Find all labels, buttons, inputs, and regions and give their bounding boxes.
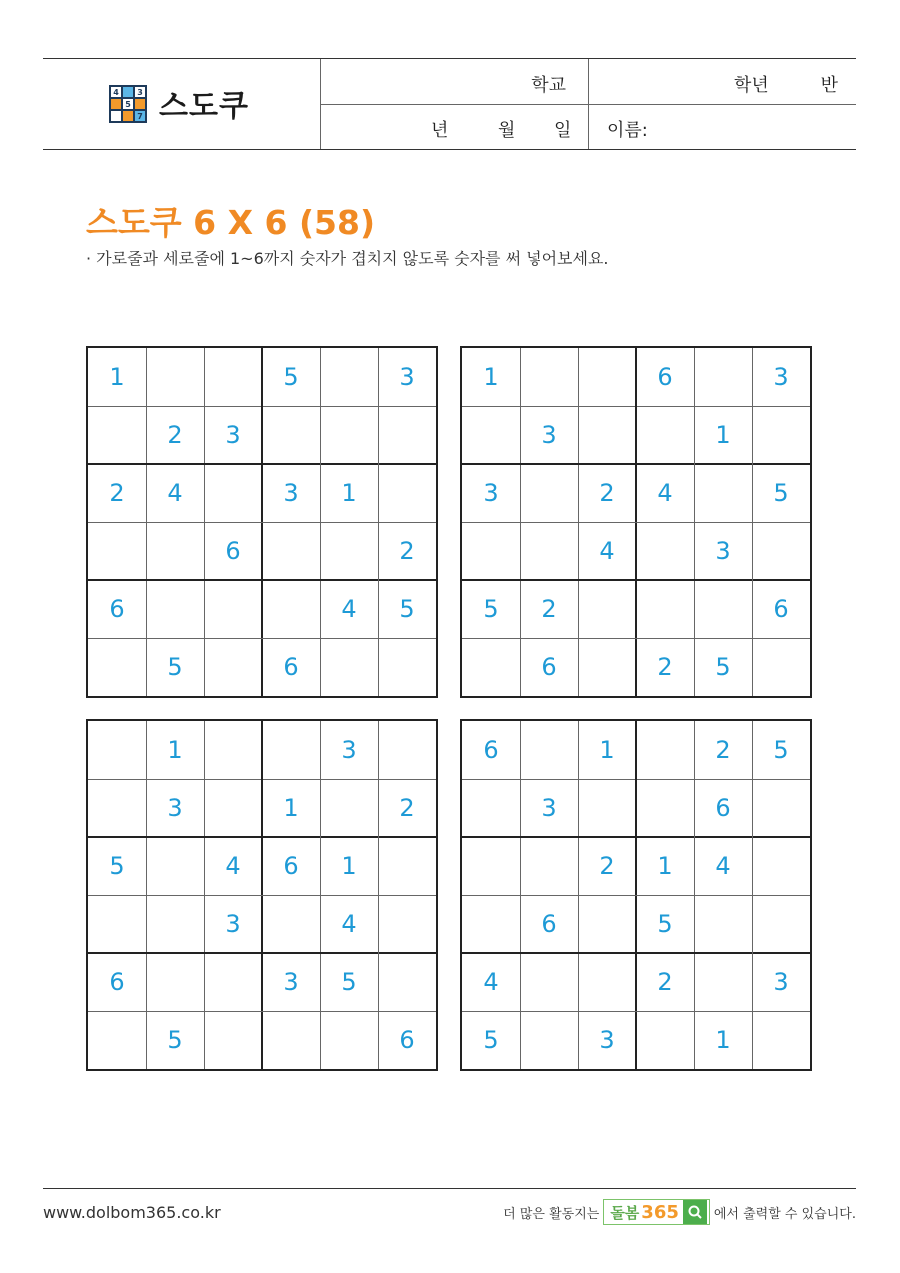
given-digit-cell: 5: [483, 1026, 499, 1054]
logo-digit: 5: [123, 99, 133, 109]
empty-cell[interactable]: [262, 522, 320, 580]
given-digit-cell: 5: [715, 653, 731, 681]
empty-cell[interactable]: [204, 721, 262, 779]
name-label: 이름:: [607, 120, 648, 141]
empty-cell[interactable]: [320, 406, 378, 464]
date-field[interactable]: [321, 105, 589, 149]
empty-cell[interactable]: [636, 1011, 694, 1069]
given-digit-cell: 6: [541, 653, 557, 681]
given-digit-cell: 2: [657, 653, 673, 681]
empty-cell[interactable]: [462, 638, 520, 696]
given-digit-cell: 4: [599, 537, 615, 565]
empty-cell[interactable]: [520, 837, 578, 895]
given-digit-cell: 4: [225, 852, 241, 880]
empty-cell[interactable]: [88, 638, 146, 696]
empty-cell[interactable]: [520, 522, 578, 580]
class-label: 반: [820, 75, 838, 96]
empty-cell[interactable]: [146, 837, 204, 895]
logo-cell-blank: [135, 99, 145, 109]
given-digit-cell: 3: [541, 421, 557, 449]
empty-cell[interactable]: [262, 895, 320, 953]
empty-cell[interactable]: [204, 779, 262, 837]
empty-cell[interactable]: [694, 348, 752, 406]
empty-cell[interactable]: [146, 522, 204, 580]
given-digit-cell: 3: [773, 363, 789, 391]
empty-cell[interactable]: [578, 895, 636, 953]
empty-cell[interactable]: [752, 837, 810, 895]
empty-cell[interactable]: [520, 348, 578, 406]
given-digit-cell: 5: [483, 595, 499, 623]
given-digit-cell: 1: [167, 736, 183, 764]
given-digit-cell: 6: [483, 736, 499, 764]
given-digit-cell: 3: [283, 968, 299, 996]
header-row-top: [321, 59, 856, 105]
brand-number: 365: [641, 1201, 679, 1223]
grade-class-field[interactable]: [589, 59, 856, 104]
empty-cell[interactable]: [636, 406, 694, 464]
empty-cell[interactable]: [320, 348, 378, 406]
given-digit-cell: 3: [399, 363, 415, 391]
given-digit-cell: 1: [657, 852, 673, 880]
footer-note: [503, 1199, 856, 1225]
given-digit-cell: 6: [657, 363, 673, 391]
brand-name: 돌봄: [610, 1203, 640, 1222]
empty-cell[interactable]: [578, 580, 636, 638]
given-digit-cell: 1: [341, 852, 357, 880]
given-digit-cell: 5: [109, 852, 125, 880]
given-digit-cell: 3: [283, 479, 299, 507]
empty-cell[interactable]: [320, 522, 378, 580]
search-icon: [683, 1200, 707, 1224]
given-digit-cell: 2: [167, 421, 183, 449]
given-digit-cell: 5: [167, 1026, 183, 1054]
empty-cell[interactable]: [752, 1011, 810, 1069]
given-digit-cell: 3: [715, 537, 731, 565]
empty-cell[interactable]: [636, 721, 694, 779]
empty-cell[interactable]: [88, 1011, 146, 1069]
logo-text: 스도쿠: [159, 89, 249, 124]
sudoku-logo-icon: [109, 85, 147, 123]
empty-cell[interactable]: [578, 779, 636, 837]
footer-text-before: 더 많은 활동지는: [503, 1206, 600, 1222]
empty-cell[interactable]: [462, 779, 520, 837]
empty-cell[interactable]: [204, 638, 262, 696]
given-digit-cell: 2: [109, 479, 125, 507]
given-digit-cell: 5: [341, 968, 357, 996]
empty-cell[interactable]: [520, 721, 578, 779]
empty-cell[interactable]: [462, 522, 520, 580]
given-digit-cell: 3: [541, 794, 557, 822]
given-digit-cell: 4: [341, 910, 357, 938]
given-digit-cell: 4: [657, 479, 673, 507]
footer-url[interactable]: www.dolbom365.co.kr: [43, 1203, 221, 1222]
empty-cell[interactable]: [204, 464, 262, 522]
empty-cell[interactable]: [462, 406, 520, 464]
given-digit-cell: 2: [599, 852, 615, 880]
given-digit-cell: 2: [399, 537, 415, 565]
given-digit-cell: 4: [483, 968, 499, 996]
empty-cell[interactable]: [378, 721, 436, 779]
school-label: 학교: [531, 75, 566, 96]
empty-cell[interactable]: [204, 348, 262, 406]
school-field[interactable]: [321, 59, 589, 104]
empty-cell[interactable]: [752, 406, 810, 464]
empty-cell[interactable]: [636, 779, 694, 837]
empty-cell[interactable]: [378, 837, 436, 895]
given-digit-cell: 6: [773, 595, 789, 623]
instruction-text: · 가로줄과 세로줄에 1~6까지 숫자가 겹치지 않도록 숫자를 써 넣어보세요.: [86, 249, 609, 268]
given-digit-cell: 5: [283, 363, 299, 391]
given-digit-cell: 3: [773, 968, 789, 996]
given-digit-cell: 5: [773, 736, 789, 764]
empty-cell[interactable]: [262, 721, 320, 779]
empty-cell[interactable]: [694, 580, 752, 638]
given-digit-cell: 2: [599, 479, 615, 507]
given-digit-cell: 6: [541, 910, 557, 938]
given-digit-cell: 1: [483, 363, 499, 391]
empty-cell[interactable]: [320, 779, 378, 837]
empty-cell[interactable]: [88, 895, 146, 953]
given-digit-cell: 3: [599, 1026, 615, 1054]
logo-cell-blank: [111, 111, 121, 121]
empty-cell[interactable]: [578, 953, 636, 1011]
empty-cell[interactable]: [378, 895, 436, 953]
given-digit-cell: 1: [599, 736, 615, 764]
empty-cell[interactable]: [88, 406, 146, 464]
sudoku-puzzle-4: [460, 719, 812, 1071]
empty-cell[interactable]: [146, 580, 204, 638]
given-digit-cell: 1: [341, 479, 357, 507]
empty-cell[interactable]: [146, 953, 204, 1011]
sudoku-puzzle-1: [86, 346, 438, 698]
empty-cell[interactable]: [578, 348, 636, 406]
empty-cell[interactable]: [752, 522, 810, 580]
month-label: 월: [498, 120, 516, 141]
logo-cell-blank: [123, 87, 133, 97]
empty-cell[interactable]: [320, 1011, 378, 1069]
day-label: 일: [554, 120, 572, 141]
empty-cell[interactable]: [262, 580, 320, 638]
name-field[interactable]: [589, 105, 856, 149]
given-digit-cell: 3: [225, 910, 241, 938]
footer-text-after: 에서 출력할 수 있습니다.: [713, 1206, 856, 1222]
empty-cell[interactable]: [694, 895, 752, 953]
year-label: 년: [431, 120, 449, 141]
logo-digit: 3: [135, 87, 145, 97]
empty-cell[interactable]: [204, 953, 262, 1011]
given-digit-cell: 6: [283, 653, 299, 681]
given-digit-cell: 6: [283, 852, 299, 880]
page-title: 스도쿠 6 X 6 (58): [86, 203, 376, 242]
empty-cell[interactable]: [204, 1011, 262, 1069]
sudoku-puzzle-3: [86, 719, 438, 1071]
given-digit-cell: 1: [715, 1026, 731, 1054]
empty-cell[interactable]: [636, 522, 694, 580]
given-digit-cell: 6: [225, 537, 241, 565]
empty-cell[interactable]: [204, 580, 262, 638]
sudoku-puzzle-2: [460, 346, 812, 698]
empty-cell[interactable]: [752, 638, 810, 696]
given-digit-cell: 2: [541, 595, 557, 623]
empty-cell[interactable]: [520, 464, 578, 522]
empty-cell[interactable]: [636, 580, 694, 638]
given-digit-cell: 3: [167, 794, 183, 822]
given-digit-cell: 2: [399, 794, 415, 822]
worksheet-header: [43, 58, 856, 150]
given-digit-cell: 1: [715, 421, 731, 449]
logo-area: [43, 59, 321, 149]
empty-cell[interactable]: [462, 895, 520, 953]
footer-divider: [43, 1188, 856, 1189]
given-digit-cell: 4: [341, 595, 357, 623]
empty-cell[interactable]: [462, 837, 520, 895]
header-row-bottom: [321, 105, 856, 149]
empty-cell[interactable]: [578, 406, 636, 464]
empty-cell[interactable]: [88, 522, 146, 580]
logo-cell-blank: [111, 99, 121, 109]
given-digit-cell: 3: [483, 479, 499, 507]
empty-cell[interactable]: [694, 953, 752, 1011]
given-digit-cell: 3: [341, 736, 357, 764]
given-digit-cell: 5: [399, 595, 415, 623]
given-digit-cell: 6: [399, 1026, 415, 1054]
empty-cell[interactable]: [320, 638, 378, 696]
given-digit-cell: 4: [167, 479, 183, 507]
given-digit-cell: 5: [167, 653, 183, 681]
empty-cell[interactable]: [378, 464, 436, 522]
given-digit-cell: 1: [283, 794, 299, 822]
empty-cell[interactable]: [694, 464, 752, 522]
given-digit-cell: 6: [109, 968, 125, 996]
empty-cell[interactable]: [520, 1011, 578, 1069]
empty-cell[interactable]: [752, 895, 810, 953]
logo-digit: 7: [135, 111, 145, 121]
empty-cell[interactable]: [578, 638, 636, 696]
given-digit-cell: 4: [715, 852, 731, 880]
given-digit-cell: 6: [715, 794, 731, 822]
logo-digit: 4: [111, 87, 121, 97]
given-digit-cell: 5: [657, 910, 673, 938]
grade-label: 학년: [734, 75, 769, 96]
empty-cell[interactable]: [752, 779, 810, 837]
empty-cell[interactable]: [378, 406, 436, 464]
given-digit-cell: 2: [715, 736, 731, 764]
given-digit-cell: 2: [657, 968, 673, 996]
given-digit-cell: 3: [225, 421, 241, 449]
empty-cell[interactable]: [262, 406, 320, 464]
brand-badge[interactable]: [603, 1199, 710, 1225]
empty-cell[interactable]: [146, 348, 204, 406]
empty-cell[interactable]: [88, 721, 146, 779]
empty-cell[interactable]: [262, 1011, 320, 1069]
empty-cell[interactable]: [378, 638, 436, 696]
given-digit-cell: 6: [109, 595, 125, 623]
empty-cell[interactable]: [146, 895, 204, 953]
empty-cell[interactable]: [88, 779, 146, 837]
empty-cell[interactable]: [520, 953, 578, 1011]
empty-cell[interactable]: [378, 953, 436, 1011]
given-digit-cell: 1: [109, 363, 125, 391]
given-digit-cell: 5: [773, 479, 789, 507]
logo-cell-blank: [123, 111, 133, 121]
